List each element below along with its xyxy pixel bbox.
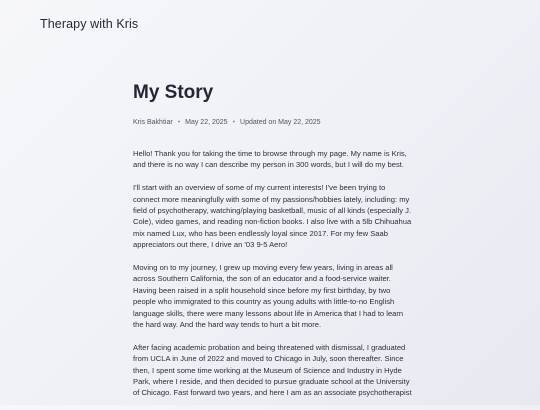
meta-separator: • — [232, 119, 236, 126]
article — [133, 80, 413, 410]
paragraph: Hello! Thank you for taking the time to browse through my page. My name is Kris, and there is no way I can describe my person in 300 words, but I will do my best. — [133, 149, 407, 170]
paragraph: I'll start with an overview of some of my current interests! I've been trying to connect more meaningfully with some of my passions/hobbies lately, including: my field of psychotherapy, watching/playing basketball, music of all kinds (especially J. Cole), video games, and reading non-fiction books. I also live with a 5lb Chihuahua mix named Lux, who has been endlessly loyal since 2017. For my few Saab appreciators out there, I drive an '03 9-5 Aero! — [133, 183, 412, 250]
meta-separator: • — [177, 119, 181, 126]
paragraph: After facing academic probation and being threatened with dismissal, I graduated from UCLA in June of 2022 and moved to Chicago in July, soon thereafter. Since then, I spent some time working at the Museum of Science and Industry in Hyde Park, where I reside, and then decided to pursue graduate school at the University of Chicago. Fast forward two years, and here I am as an associate psychotherapist — [133, 342, 412, 398]
updated-date: Updated on May 22, 2025 — [240, 119, 321, 126]
published-date: May 22, 2025 — [185, 119, 228, 126]
paragraph: Moving on to my journey, I grew up moving every few years, living in areas all across Southern California, the son of an educator and a food-service waiter. Having been raised in a split household since before my first birthday, by two people who immigrated to this country as young adults with little-to-no English language skills, there were many lessons about life in America that I had to learn the hard way. And the hard way tends to hurt a bit more. — [133, 263, 404, 330]
article-body — [133, 148, 413, 399]
site-title[interactable]: Therapy with Kris — [40, 17, 139, 31]
post-meta — [133, 119, 413, 126]
author-link[interactable]: Kris Bakhtiar — [133, 119, 173, 126]
page-title: My Story — [133, 82, 214, 103]
